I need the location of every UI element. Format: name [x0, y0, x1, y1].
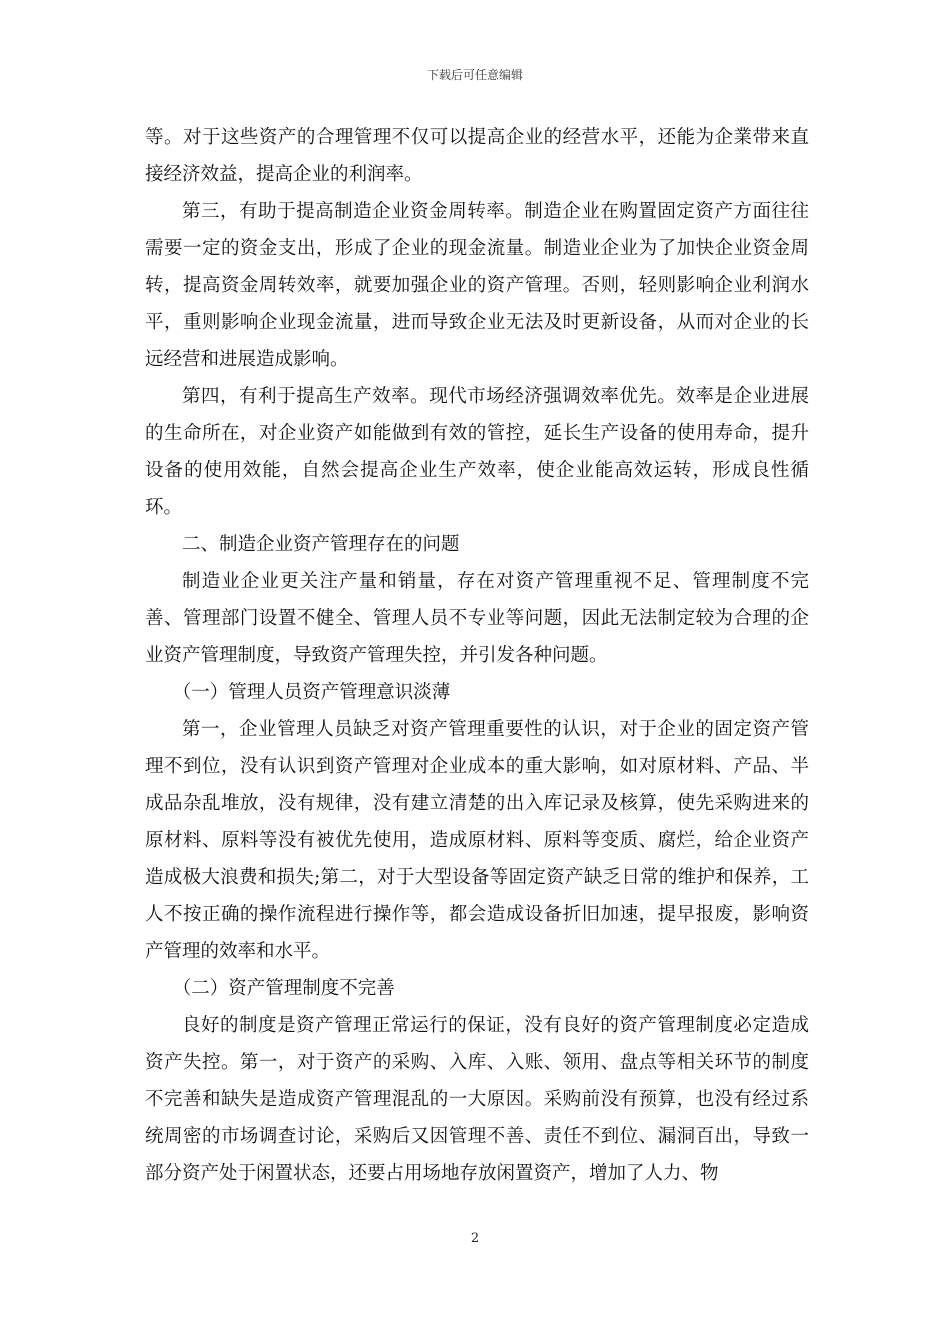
paragraph-third-point: 第三，有助于提高制造企业资金周转率。制造企业在购置固定资产方面往往需要一定的资金支出，形成了企业的现金流量。制造业企业为了加快企业资金周转，提高资金周转效率，就要加强企业的资产管理。否则，轻则影响企业利润水平，重则影响企业现金流量，进而导致企业无法及时更新设备，从而对企业的长远经营和进展造成影响。: [145, 201, 809, 370]
paragraph-subsection-1: 第一，企业管理人员缺乏对资产管理重要性的认识，对于企业的固定资产管理不到位，没有认识到资产管理对企业成本的重大影响，如对原材料、产品、半成品杂乱堆放，没有规律，没有建立清楚的出入库记录及核算，使先采购进来的原材料、原料等没有被优先使用，造成原材料、原料等变质、腐烂，给企业资产造成极大浪费和损失;第二，对于大型设备等固定资产缺乏日常的维护和保养，工人不按正确的操作流程进行操作等，都会造成设备折旧加速，提早报废，影响资产管理的效率和水平。: [145, 719, 809, 962]
page-header: 下载后可任意编辑: [426, 68, 523, 82]
section-heading: 二、制造企业资产管理存在的问题: [182, 534, 460, 555]
subsection-heading-2: （二）资产管理制度不完善: [172, 978, 395, 999]
body-text: [145, 119, 809, 1192]
paragraph-section-intro: 制造业企业更关注产量和销量，存在对资产管理重视不足、管理制度不完善、管理部门设置不健全、管理人员不专业等问题，因此无法制定较为合理的企业资产管理制度，导致资产管理失控，并引发各种问题。: [145, 571, 809, 666]
paragraph-continuation: 等。对于这些资产的合理管理不仅可以提高企业的经营水平，还能为企業带来直接经济效益，提高企业的利润率。: [145, 127, 809, 185]
page-number: 2: [470, 1231, 480, 1246]
paragraph-fourth-point: 第四，有利于提高生产效率。现代市场经济强调效率优先。效率是企业进展的生命所在，对企业资产如能做到有效的管控，延长生产设备的使用寿命，提升设备的使用效能，自然会提高企业生产效率，使企业能高效运转，形成良性循环。: [145, 386, 809, 518]
subsection-heading-1: （一）管理人员资产管理意识淡薄: [172, 682, 451, 703]
paragraph-subsection-2: 良好的制度是资产管理正常运行的保证，没有良好的资产管理制度必定造成资产失控。第一，对于资产的采购、入库、入账、领用、盘点等相关环节的制度不完善和缺失是造成资产管理混乱的一大原因。采购前没有预算，也没有经过系统周密的市场调查讨论，采购后又因管理不善、责任不到位、漏洞百出，导致一部分资产处于闲置状态，还要占用场地存放闲置资产，增加了人力、物: [145, 1015, 809, 1184]
